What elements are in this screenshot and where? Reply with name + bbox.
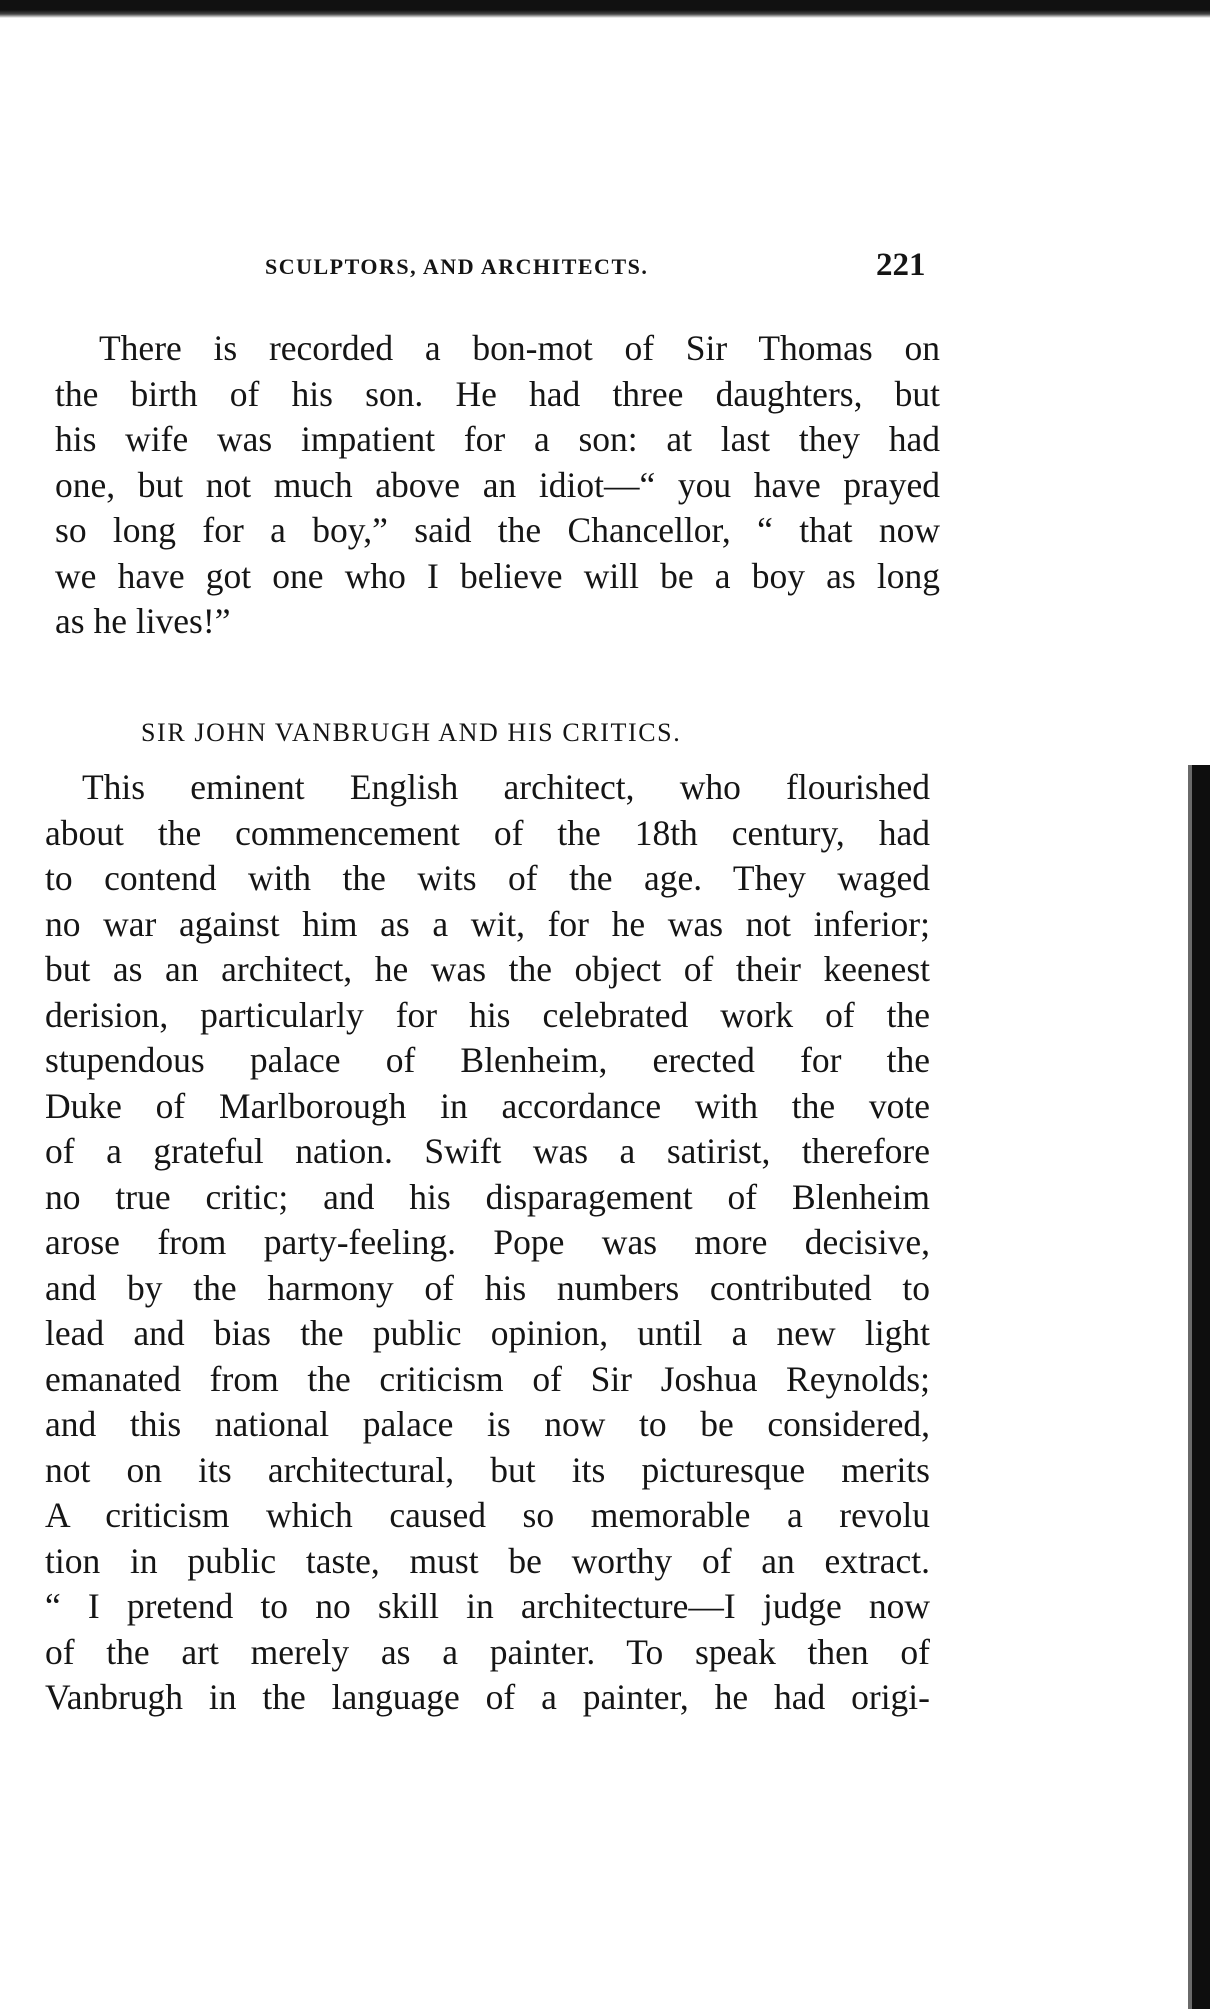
paragraph-bon-mot [55, 326, 940, 645]
text-line: not on its architectural, but its picturesque merits [45, 1449, 930, 1490]
text-line: the birth of his son. He had three daughters, but [55, 373, 940, 414]
text-line: so long for a boy,” said the Chancellor, “ that now [55, 510, 940, 550]
text-line: arose from party-feeling. Pope was more decisive, [45, 1222, 930, 1262]
text-line: A criticism which caused so memorable a revolu [45, 1495, 930, 1535]
text-line: Duke of Marlborough in accordance with the vote [45, 1085, 930, 1126]
text-line: This eminent English architect, who flourished [82, 767, 930, 807]
text-line: Vanbrugh in the language of a painter, he had origi- [45, 1677, 930, 1717]
scan-top-edge [0, 0, 1210, 18]
paragraph-vanbrugh [45, 765, 930, 1721]
text-line: to contend with the wits of the age. They waged [45, 858, 930, 898]
text-line: stupendous palace of Blenheim, erected for the [45, 1040, 930, 1080]
text-line: as he lives!” [55, 601, 231, 641]
text-line: one, but not much above an idiot—“ you have prayed [55, 464, 940, 505]
section-heading: SIR JOHN VANBRUGH AND HIS CRITICS. [141, 718, 682, 747]
text-line: no war against him as a wit, for he was not inferior; [45, 903, 930, 944]
text-line: tion in public taste, must be worthy of an extract. [45, 1540, 930, 1581]
text-line: but as an architect, he was the object of their keenest [45, 949, 930, 989]
text-line: and this national palace is now to be considered, [45, 1404, 930, 1444]
running-head: SCULPTORS, AND ARCHITECTS. [265, 254, 649, 279]
text-line: no true critic; and his disparagement of Blenheim [45, 1176, 930, 1217]
text-line: There is recorded a bon-mot of Sir Thomas on [99, 328, 940, 368]
text-line: “ I pretend to no skill in architecture—I judge now [45, 1586, 930, 1626]
text-line: we have got one who I believe will be a boy as long [55, 555, 940, 596]
text-line: derision, particularly for his celebrated work of the [45, 994, 930, 1035]
text-line: of the art merely as a painter. To speak then of [45, 1631, 930, 1672]
text-line: his wife was impatient for a son: at last they had [55, 419, 940, 459]
text-line: and by the harmony of his numbers contributed to [45, 1267, 930, 1308]
scan-right-edge [1192, 765, 1210, 2009]
text-line: emanated from the criticism of Sir Joshua Reynolds; [45, 1358, 930, 1399]
text-line: lead and bias the public opinion, until a new light [45, 1313, 930, 1353]
page-number: 221 [876, 247, 926, 283]
text-line: of a grateful nation. Swift was a satirist, therefore [45, 1131, 930, 1171]
text-line: about the commencement of the 18th century, had [45, 812, 930, 853]
